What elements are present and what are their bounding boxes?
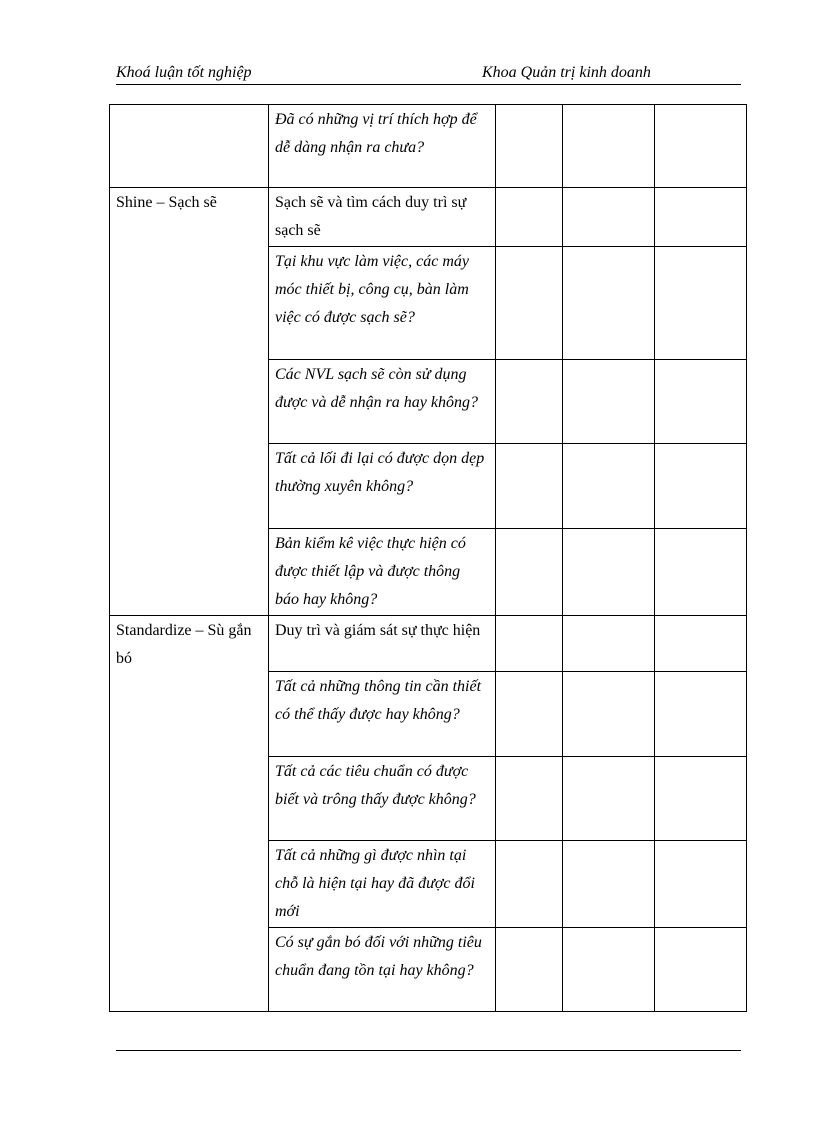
check-cell [655,105,747,188]
check-cell [563,444,655,529]
checklist-table [109,104,747,1012]
check-cell [563,928,655,1012]
check-cell [496,757,563,841]
header-thesis-title: Khoá luận tốt nghiệp [116,64,252,81]
section-heading: Duy trì và giám sát sự thực hiện [269,616,496,672]
check-cell [655,444,747,529]
check-cell [655,616,747,672]
check-cell [655,360,747,444]
check-cell [563,841,655,928]
check-cell [563,616,655,672]
check-cell [655,529,747,616]
question-cell: Tất cả những thông tin cần thiết có thể thấy được hay không? [269,672,496,757]
check-cell [496,360,563,444]
check-cell [496,928,563,1012]
check-cell [655,757,747,841]
table-row [110,188,747,247]
check-cell [496,247,563,360]
check-cell [563,360,655,444]
check-cell [655,672,747,757]
check-cell [655,928,747,1012]
question-cell: Các NVL sạch sẽ còn sử dụng được và dễ nhận ra hay không? [269,360,496,444]
question-cell: Tất cả các tiêu chuẩn có được biết và trông thấy được không? [269,757,496,841]
question-cell: Tất cả những gì được nhìn tại chỗ là hiện tại hay đã được đổi mới [269,841,496,928]
page-header [116,62,741,85]
table-row [110,616,747,672]
footer-divider [116,1050,741,1051]
check-cell [655,841,747,928]
check-cell [563,529,655,616]
check-cell [496,672,563,757]
check-cell [563,247,655,360]
question-cell: Tất cả lối đi lại có được dọn dẹp thường xuyên không? [269,444,496,529]
question-cell: Bản kiểm kê việc thực hiện có được thiết lập và được thông báo hay không? [269,529,496,616]
check-cell [496,616,563,672]
check-cell [563,757,655,841]
check-cell [655,188,747,247]
section-heading: Sạch sẽ và tìm cách duy trì sự sạch sẽ [269,188,496,247]
table-row [110,105,747,188]
check-cell [496,529,563,616]
check-cell [496,841,563,928]
question-cell: Đã có những vị trí thích hợp để dễ dàng nhận ra chưa? [269,105,496,188]
header-faculty: Khoa Quản trị kinh doanh [482,64,651,81]
category-standardize: Standardize – Sù gắn bó [110,616,269,1012]
check-cell [655,247,747,360]
category-shine: Shine – Sạch sẽ [110,188,269,616]
check-cell [563,188,655,247]
check-cell [563,672,655,757]
category-cell [110,105,269,188]
check-cell [496,444,563,529]
check-cell [563,105,655,188]
check-cell [496,188,563,247]
check-cell [496,105,563,188]
question-cell: Có sự gắn bó đối với những tiêu chuẩn đang tồn tại hay không? [269,928,496,1012]
question-cell: Tại khu vực làm việc, các máy móc thiết bị, công cụ, bàn làm việc có được sạch sẽ? [269,247,496,360]
